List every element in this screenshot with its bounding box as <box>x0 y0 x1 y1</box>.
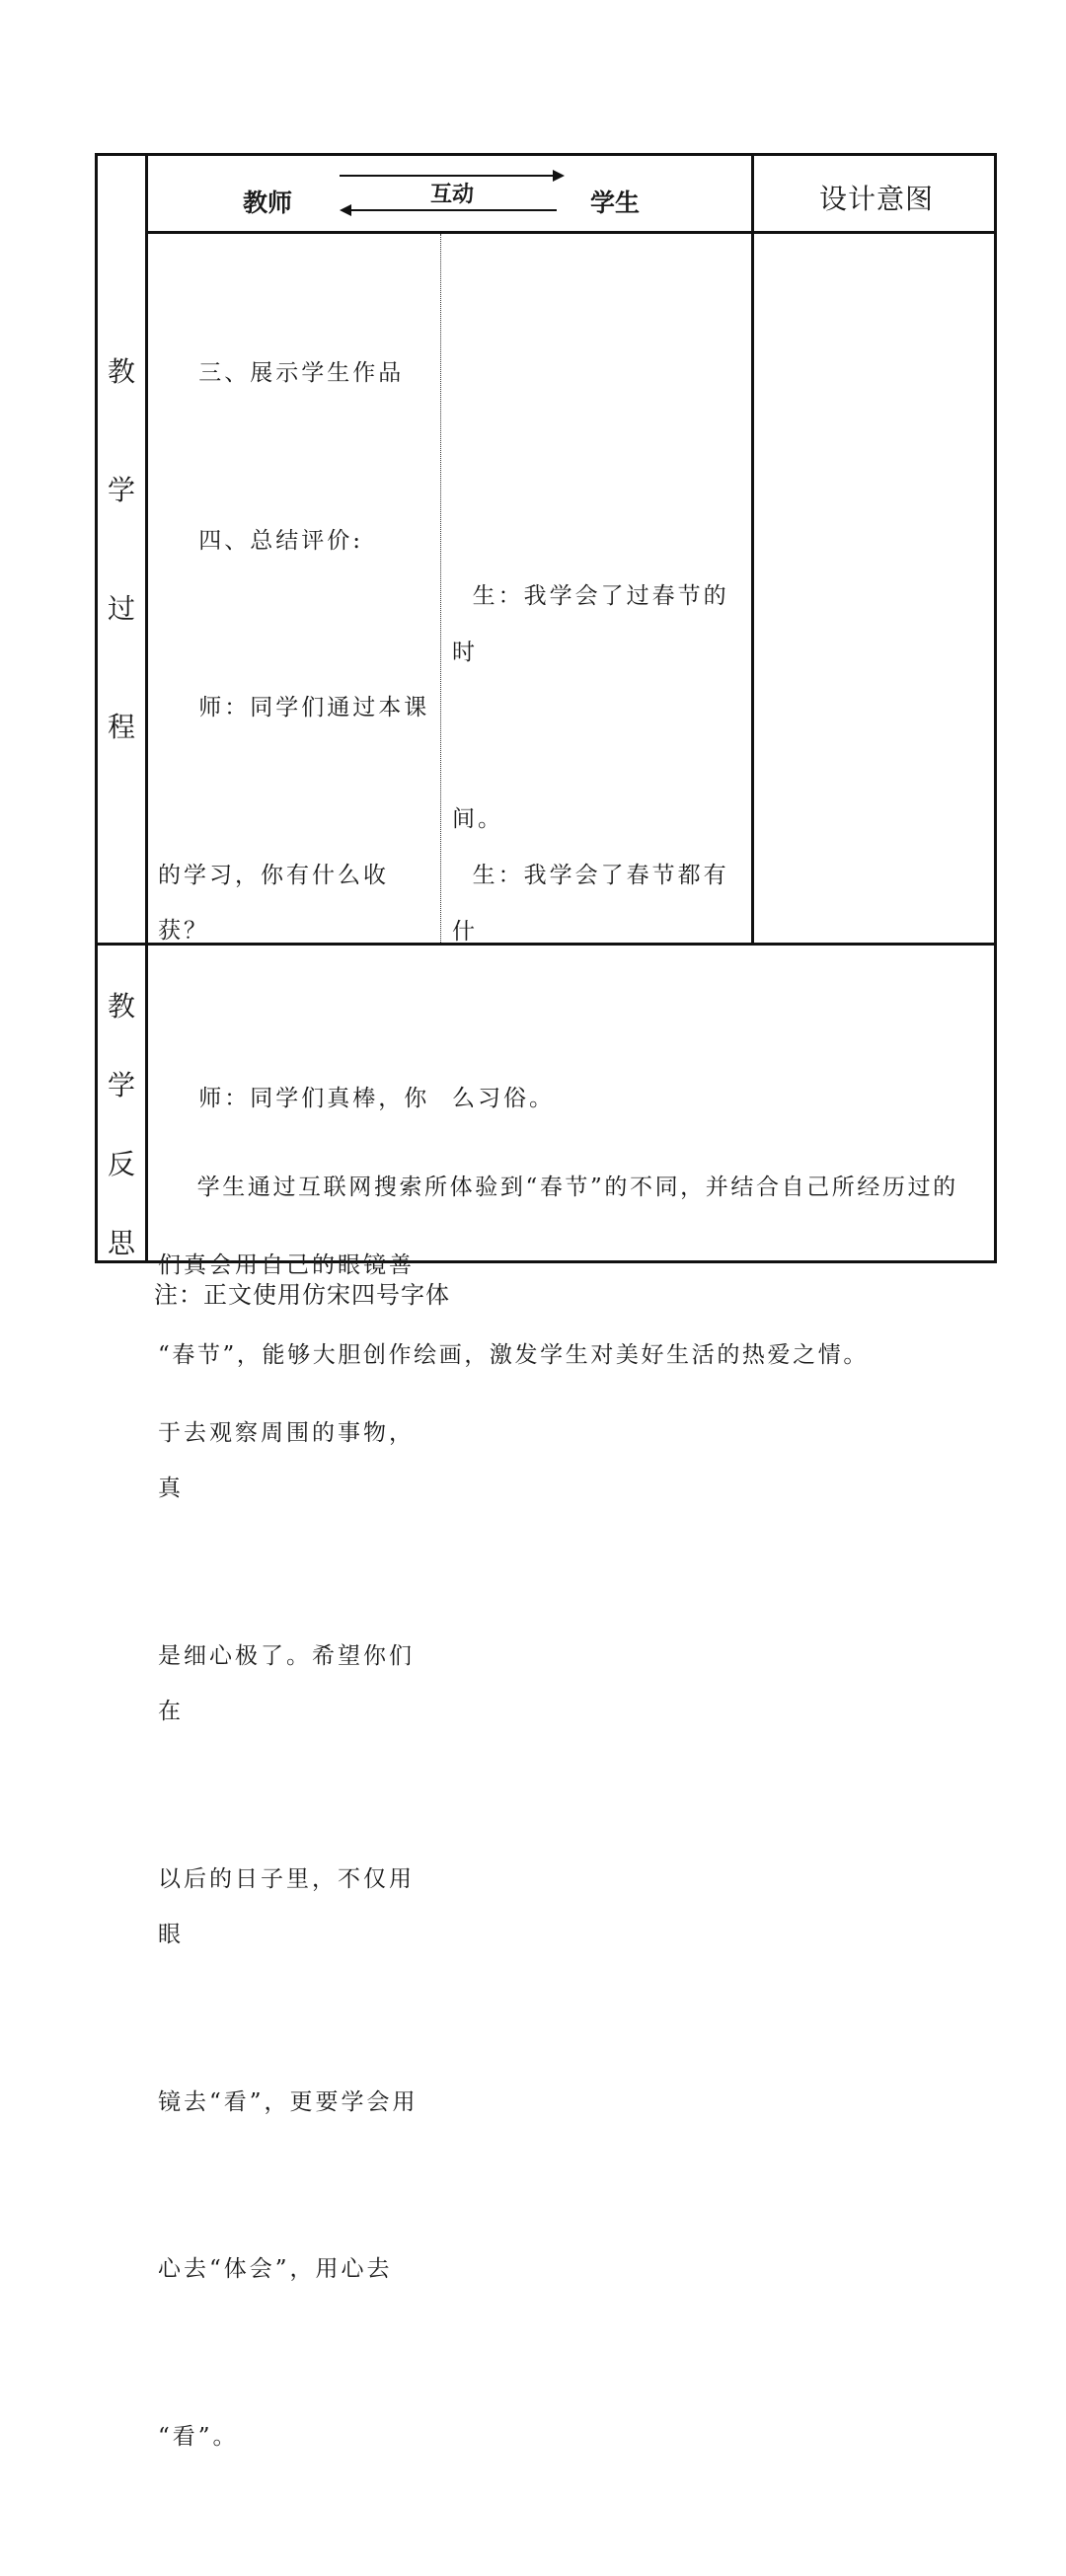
process-label-char: 过 <box>107 592 135 625</box>
left-arrow-icon <box>336 202 572 218</box>
process-label-char: 教 <box>107 355 135 388</box>
teacher-line: 的学习，你有什么收获？ <box>158 862 389 944</box>
teacher-line: 师：同学们通过本课 <box>158 695 430 720</box>
design-column-divider <box>751 153 754 945</box>
teacher-line: “看”。 <box>158 2423 239 2450</box>
student-line: 么习俗。 <box>452 1086 555 1111</box>
student-line: 生：我学会了过春节的时 <box>452 583 729 665</box>
process-label-char: 学 <box>107 474 135 506</box>
reflection-text <box>158 1048 992 1494</box>
teacher-line: 以后的日子里，不仅用眼 <box>158 1865 415 1947</box>
teacher-line: 三、展示学生作品 <box>158 360 405 386</box>
reflection-label <box>97 985 146 1261</box>
teacher-line: 是细心极了。希望你们在 <box>158 1642 415 1724</box>
student-line: 生：我学会了春节都有什 <box>452 863 729 945</box>
teacher-line: 于去观察周围的事物，真 <box>158 1419 415 1501</box>
process-label-char: 程 <box>107 711 135 743</box>
reflection-line: 学生通过互联网搜索所体验到“春节”的不同，并结合自己所经历过的 <box>158 1174 958 1200</box>
footnote: 注：正文使用仿宋四号字体 <box>154 1281 450 1309</box>
reflection-label-char: 学 <box>107 1069 135 1101</box>
reflection-label-char: 教 <box>107 990 135 1023</box>
teacher-line: 四、总结评价: <box>158 527 363 554</box>
teacher-student-divider <box>440 234 441 943</box>
reflection-line: “春节”，能够大胆创作绘画，激发学生对美好生活的热爱之情。 <box>158 1341 869 1368</box>
teacher-line: 师：同学们真棒，你 <box>158 1085 430 1111</box>
header-design-intent: 设计意图 <box>819 183 935 215</box>
teacher-line: 们真会用自己的眼镜善 <box>158 1252 415 1278</box>
teacher-line: 心去“体会”，用心去 <box>158 2256 393 2282</box>
header-student: 学生 <box>590 189 641 217</box>
reflection-label-char: 思 <box>107 1227 135 1259</box>
process-label <box>97 350 146 745</box>
teacher-line: 镜去“看”，更要学会用 <box>158 2088 419 2115</box>
right-arrow-icon <box>336 168 572 184</box>
reflection-label-char: 反 <box>107 1148 135 1180</box>
student-line: 间。 <box>452 806 503 832</box>
header-interaction: 互动 <box>430 183 475 207</box>
header-teacher: 教师 <box>243 189 293 217</box>
